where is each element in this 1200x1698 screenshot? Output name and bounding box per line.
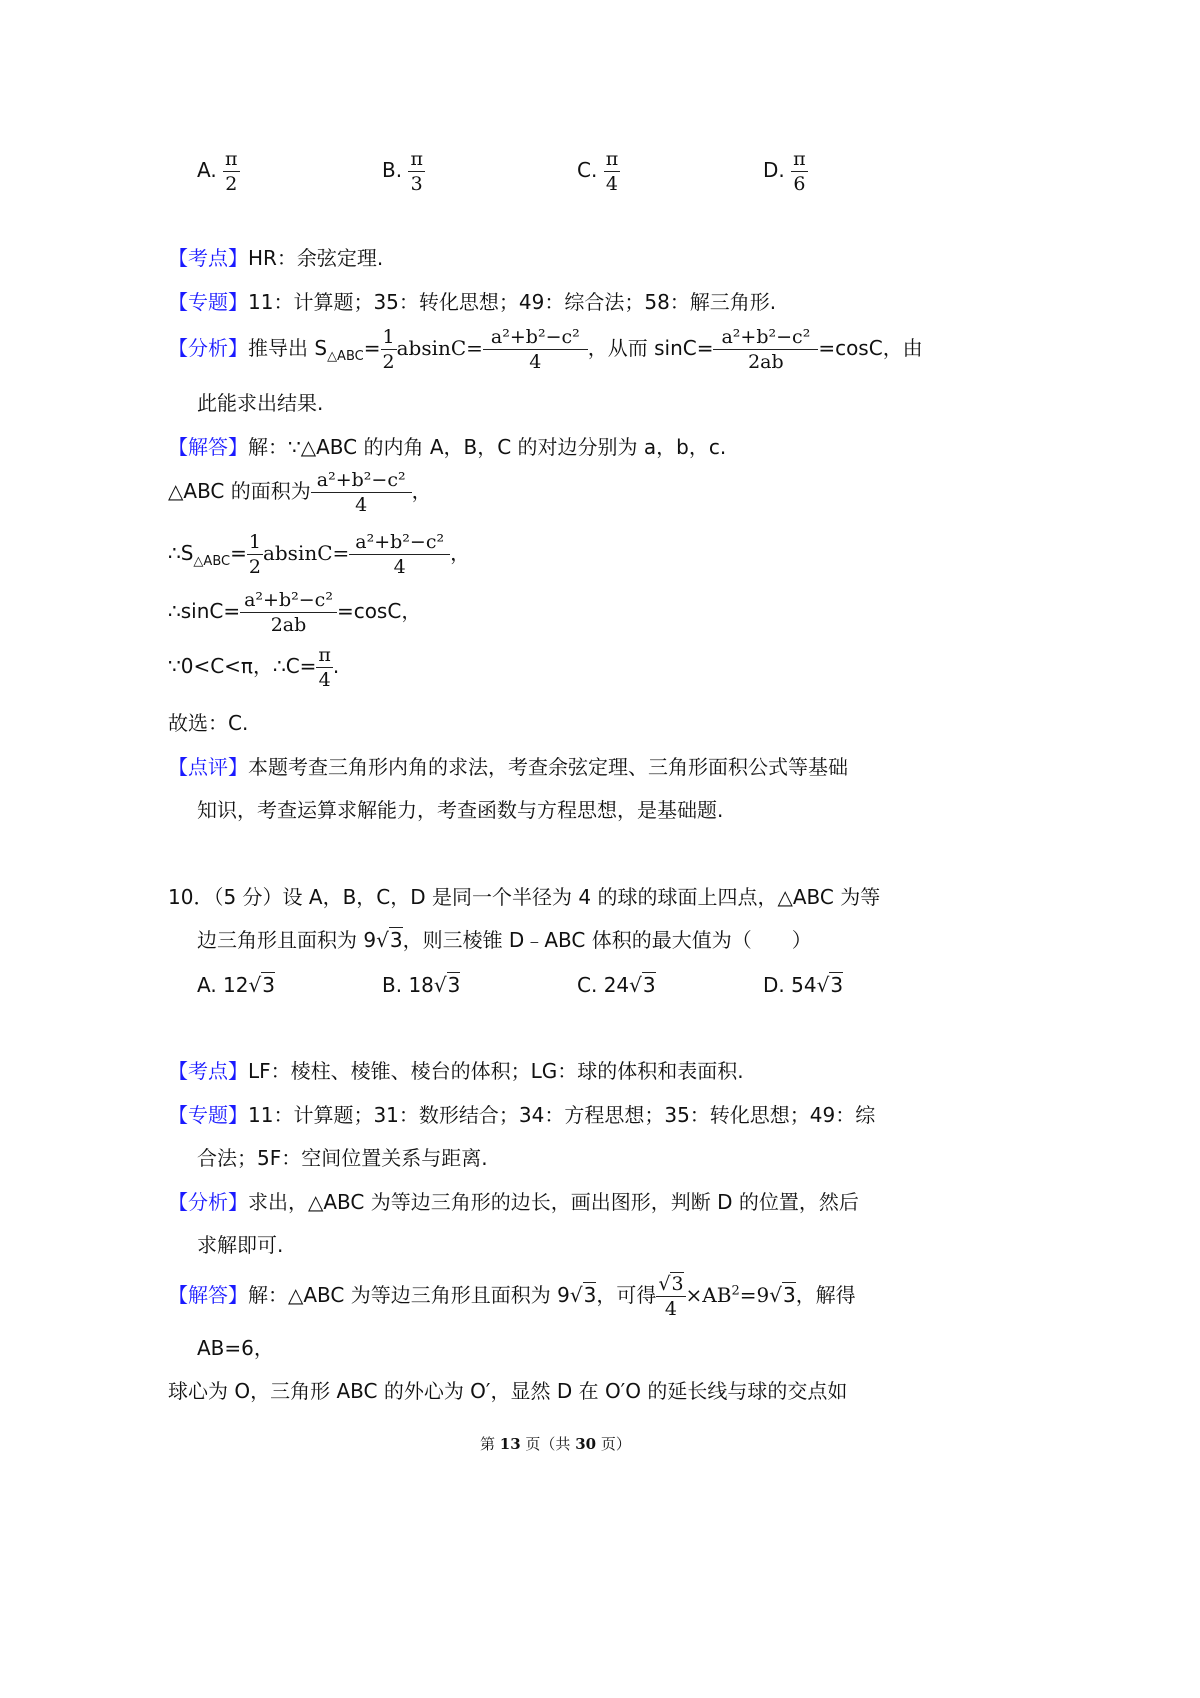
q10-stem-cont: 边三角形且面积为 9√3，则三棱锥 D﹣ABC 体积的最大值为（ ） — [197, 928, 812, 952]
page-footer: 第 13 页（共 30 页） — [480, 1435, 631, 1453]
q10-zhuanti: 【专题】11：计算题；31：数形结合；34：方程思想；35：转化思想；49：综 — [168, 1103, 876, 1127]
q10-option-b: B. 18√3 — [382, 973, 461, 997]
q10-zhuanti-cont: 合法；5F：空间位置关系与距离. — [197, 1146, 488, 1170]
q9-option-d: D. $\frac{\pi}{6}$ — [763, 148, 806, 195]
q9-dianping: 【点评】本题考查三角形内角的求法，考查余弦定理、三角形面积公式等基础 — [168, 755, 848, 779]
q10-option-c: C. 24√3 — [577, 973, 656, 997]
q9-jieda: 【解答】解：∵△ABC 的内角 A，B，C 的对边分别为 a，b，c. — [168, 435, 727, 459]
q10-option-a: A. 12√3 — [197, 973, 275, 997]
q9-option-a: A. $\frac{\pi}{2}$ — [197, 148, 238, 195]
q9-fenxi-cont: 此能求出结果. — [197, 391, 324, 415]
q9-fenxi: 【分析】推导出 $S_{\triangle ABC}=$ $\frac{1}{2}$ absinC= $\frac{\text{a²+b²−c²}}{4}$ ，从而 sinC= $\frac{\text{a²+b²−c²}}{2ab}$ =cosC，由 — [168, 326, 923, 373]
q10-option-d: D. 54√3 — [763, 973, 844, 997]
q9-step1: △ABC 的面积为 $\frac{\text{a²+b²−c²}}{4}$ ， — [168, 469, 432, 516]
q10-last-line: 球心为 O，三角形 ABC 的外心为 O′，显然 D 在 O′O 的延长线与球的交点如 — [168, 1379, 848, 1403]
q10-fenxi-cont: 求解即可. — [197, 1233, 284, 1257]
q10-fenxi: 【分析】求出，△ABC 为等边三角形的边长，画出图形，判断 D 的位置，然后 — [168, 1190, 859, 1214]
q9-option-b: B. $\frac{\pi}{3}$ — [382, 148, 423, 195]
q10-jieda: 【解答】解：△ABC 为等边三角形且面积为 9√3，可得 $\frac{√3}{4}$ $\times AB^2=9√3$，解得 — [168, 1273, 856, 1320]
q9-zhuanti: 【专题】11：计算题；35：转化思想；49：综合法；58：解三角形. — [168, 290, 777, 314]
q10-kaodian: 【考点】LF：棱柱、棱锥、棱台的体积；LG：球的体积和表面积. — [168, 1059, 744, 1083]
q9-kaodian: 【考点】HR：余弦定理. — [168, 246, 384, 270]
q10-stem: 10．（5 分）设 A，B，C，D 是同一个半径为 4 的球的球面上四点，△ABC 为等 — [168, 885, 881, 909]
q9-answer: 故选：C. — [168, 711, 249, 735]
q9-step2: $\therefore S_{\triangle ABC}=$ $\frac{1}{2}$ absinC= $\frac{\text{a²+b²−c²}}{4}$ ， — [168, 531, 471, 578]
q10-ab-result: AB=6， — [197, 1336, 274, 1360]
q9-option-c: C. $\frac{\pi}{4}$ — [577, 148, 619, 195]
q9-dianping-cont: 知识，考查运算求解能力，考查函数与方程思想，是基础题. — [197, 798, 724, 822]
q9-step4: ∵0<C<π，∴C= $\frac{\pi}{4}$ . — [168, 644, 340, 691]
q9-step3: ∴sinC= $\frac{\text{a²+b²−c²}}{2ab}$ =cosC， — [168, 589, 422, 636]
